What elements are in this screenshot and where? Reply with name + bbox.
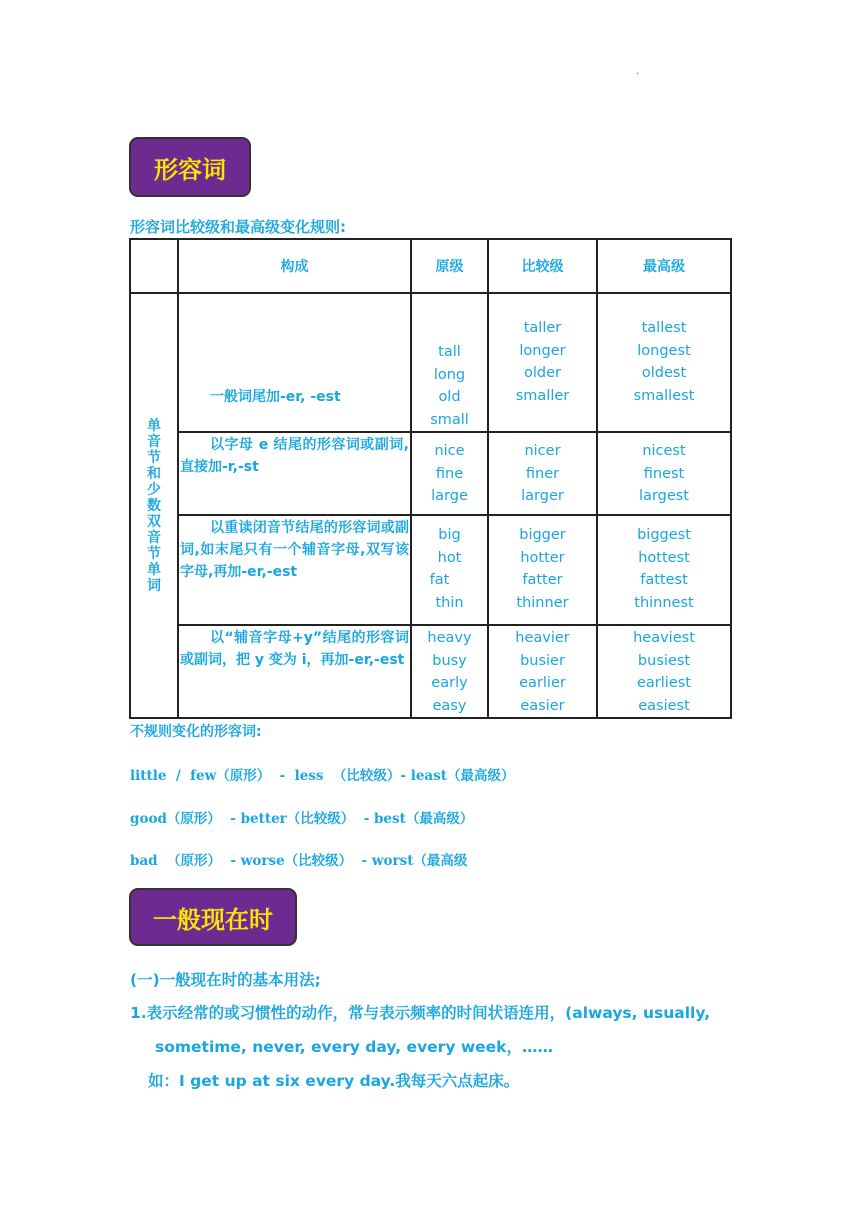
word: big [438, 527, 461, 543]
header-cell-positive: 原级 [411, 239, 488, 293]
word: earlier [519, 675, 566, 691]
rule-text: 以重读闭音节结尾的形容词或副词,如末尾只有一个辅音字母,双写该字母,再加-er,-est [180, 520, 409, 580]
word: large [431, 488, 468, 504]
table-row [130, 515, 731, 625]
rule-text: 以字母 e 结尾的形容词或副词,直接加-r,-st [180, 437, 409, 475]
word: taller [523, 320, 562, 336]
rule-text: 一般词尾加-er, -est [210, 389, 341, 405]
superlative-cell [597, 432, 731, 515]
word: smaller [515, 387, 570, 404]
header-cell-comparative: 比较级 [488, 239, 597, 293]
word: heaviest [633, 630, 695, 646]
word: easiest [638, 697, 690, 714]
rule-cell [178, 293, 411, 432]
table-row [130, 432, 731, 515]
word: easy [432, 697, 467, 714]
word: smallest [633, 387, 695, 404]
rule-cell [178, 432, 411, 515]
word: early [431, 675, 468, 691]
word: hot [437, 549, 462, 566]
side-label: 单音节和少数双音节单词 [147, 417, 161, 594]
word: hotter [520, 549, 565, 566]
word: older [524, 365, 561, 381]
word: hottest [638, 549, 690, 566]
rule-cell [178, 515, 411, 625]
word: thin [435, 594, 464, 611]
word: largest [639, 488, 689, 504]
word: heavy [427, 630, 472, 646]
positive-cell [411, 293, 488, 432]
word: small [430, 411, 469, 428]
word: tall [438, 344, 461, 360]
word: tallest [641, 320, 687, 336]
word: old [438, 389, 461, 405]
comparative-cell [488, 432, 597, 515]
word: biggest [637, 527, 691, 543]
word: longest [637, 342, 691, 359]
word: busy [432, 652, 467, 669]
comparative-cell [488, 515, 597, 625]
word: larger [521, 488, 564, 504]
usage-point-line: 1.表示经常的或习惯性的动作，常与表示频率的时间状语连用，(always, usually, [130, 1004, 711, 1022]
word: finest [643, 465, 685, 482]
side-label-cell [130, 293, 178, 718]
word: finer [525, 465, 560, 482]
positive-cell [411, 432, 488, 515]
word: nice [434, 443, 465, 459]
word: heavier [515, 630, 570, 646]
comparative-cell [488, 293, 597, 432]
word: bigger [519, 527, 566, 543]
superlative-cell [597, 625, 731, 718]
header-mark: . [636, 66, 640, 77]
word: fattest [640, 572, 688, 588]
usage-heading: (一)一般现在时的基本用法; [130, 971, 321, 989]
word: thinnest [634, 594, 694, 611]
word: fine [435, 465, 464, 482]
superlative-cell [597, 293, 731, 432]
irregular-line: bad （原形） - worse（比较级） - worst（最高级 [130, 853, 468, 869]
comparison-rules-table [129, 238, 732, 719]
word: earliest [637, 675, 691, 691]
header-cell-empty [130, 239, 178, 293]
word: busier [520, 652, 565, 669]
example-sentence: 如：I get up at six every day.我每天六点起床。 [148, 1072, 520, 1090]
positive-cell [411, 625, 488, 718]
word: fat [429, 572, 450, 588]
word: thinner [516, 594, 569, 611]
word: long [433, 366, 466, 383]
irregular-title: 不规则变化的形容词: [130, 724, 262, 740]
table-row [130, 625, 731, 718]
section-title-adjectives: 形容词 [129, 137, 251, 197]
irregular-line: good（原形） - better（比较级） - best（最高级） [130, 811, 474, 827]
usage-point-line: sometime, never, every day, every week，…… [155, 1038, 553, 1056]
positive-cell [411, 515, 488, 625]
word: nicest [642, 443, 686, 459]
header-cell-superlative: 最高级 [597, 239, 731, 293]
rule-text: 以“辅音字母+y”结尾的形容词或副词，把 y 变为 i，再加-er,-est [180, 630, 409, 668]
table-header-row [130, 239, 731, 293]
header-cell-formation: 构成 [178, 239, 411, 293]
superlative-cell [597, 515, 731, 625]
word: fatter [522, 572, 563, 588]
word: nicer [524, 443, 561, 459]
word: easier [520, 697, 565, 714]
word: busiest [637, 652, 691, 669]
word: oldest [641, 365, 687, 381]
table-row [130, 293, 731, 432]
irregular-line: little / few（原形） - less （比较级）- least（最高级） [130, 768, 515, 784]
table-caption: 形容词比较级和最高级变化规则: [130, 218, 347, 236]
section-title-simple-present: 一般现在时 [129, 888, 297, 946]
comparative-cell [488, 625, 597, 718]
word: longer [519, 342, 566, 359]
rule-cell [178, 625, 411, 718]
